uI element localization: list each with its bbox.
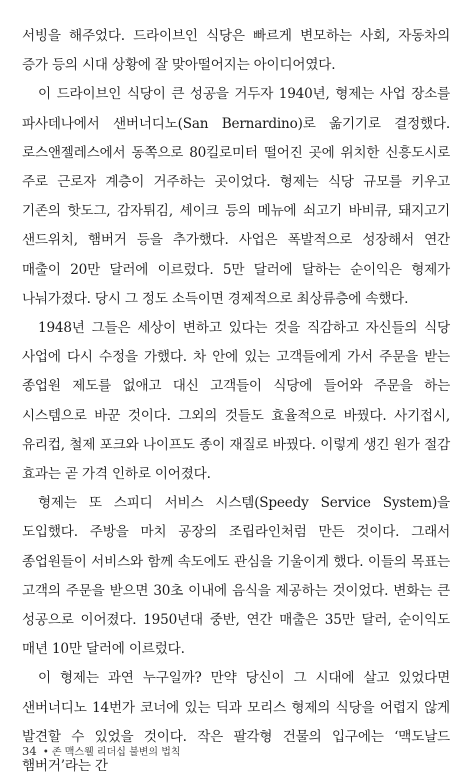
paragraph-1: 서빙을 해주었다. 드라이브인 식당은 빠르게 변모하는 사회, 자동차의 증가 등의 시대 상황에 잘 맞아떨어지는 아이디어였다.	[22, 28, 450, 74]
page-footer	[22, 743, 181, 758]
paragraph-4: 형제는 또 스피디 서비스 시스템(Speedy Service System)을 도입했다. 주방을 마치 공장의 조립라인처럼 만든 것이다. 그래서 종업원들이 서비스와 함께 속도에도 관심을 기울이게 했다. 이들의 목표는 고객의 주문을 받으면 30초 이내에 음식을 제공하는 것이었다. 변화는 큰 성공으로 이어졌다. 1950년대 중반, 연간 매출은 35만 달러, 순이익도 매년 10만 달러에 이르렀다.	[22, 495, 450, 658]
paragraph-5: 이 형제는 과연 누구일까? 만약 당신이 그 시대에 살고 있었다면 샌버너디노 14번가 코너에 있는 딕과 모리스 형제의 식당을 어렵지 않게 발견할 수 있었을 것이다. 작은 팔각형 건물의 입구에는 ‘맥도날드 햄버거’라는 간	[22, 670, 450, 775]
running-title: 존 맥스웰 리더십 불변의 법칙	[51, 747, 181, 758]
paragraph-2: 이 드라이브인 식당이 큰 성공을 거두자 1940년, 형제는 사업 장소를 파사데나에서 샌버너디노(San Bernardino)로 옮기기로 결정했다. 로스앤젤레스에서 동쪽으로 80킬로미터 떨어진 곳에 위치한 신흥도시로 주로 근로자 계층이 거주하는 곳이었다. 형제는 식당 규모를 키우고 기존의 핫도그, 감자튀김, 셰이크 등의 메뉴에 쇠고기 바비큐, 돼지고기 샌드위치, 햄버거 등을 추가했다. 사업은 폭발적으로 성장해서 연간 매출이 20만 달러에 이르렀다. 5만 달러에 달하는 순이익은 형제가 나눠가졌다. 당시 그 정도 소득이면 경제적으로 최상류층에 속했다.	[22, 86, 450, 307]
body-text	[22, 22, 450, 781]
page-number: 34	[22, 744, 37, 758]
footer-separator: •	[42, 747, 49, 758]
paragraph-3: 1948년 그들은 세상이 변하고 있다는 것을 직감하고 자신들의 식당 사업에 다시 수정을 가했다. 차 안에 있는 고객들에게 가서 주문을 받는 종업원 제도를 없애고 대신 고객들이 식당에 들어와 주문을 하는 시스템으로 바꾼 것이다. 그외의 것들도 효율적으로 바꿨다. 사기접시, 유리컵, 철제 포크와 나이프도 종이 재질로 바꿨다. 이렇게 생긴 원가 절감 효과는 곧 가격 인하로 이어졌다.	[22, 320, 450, 483]
